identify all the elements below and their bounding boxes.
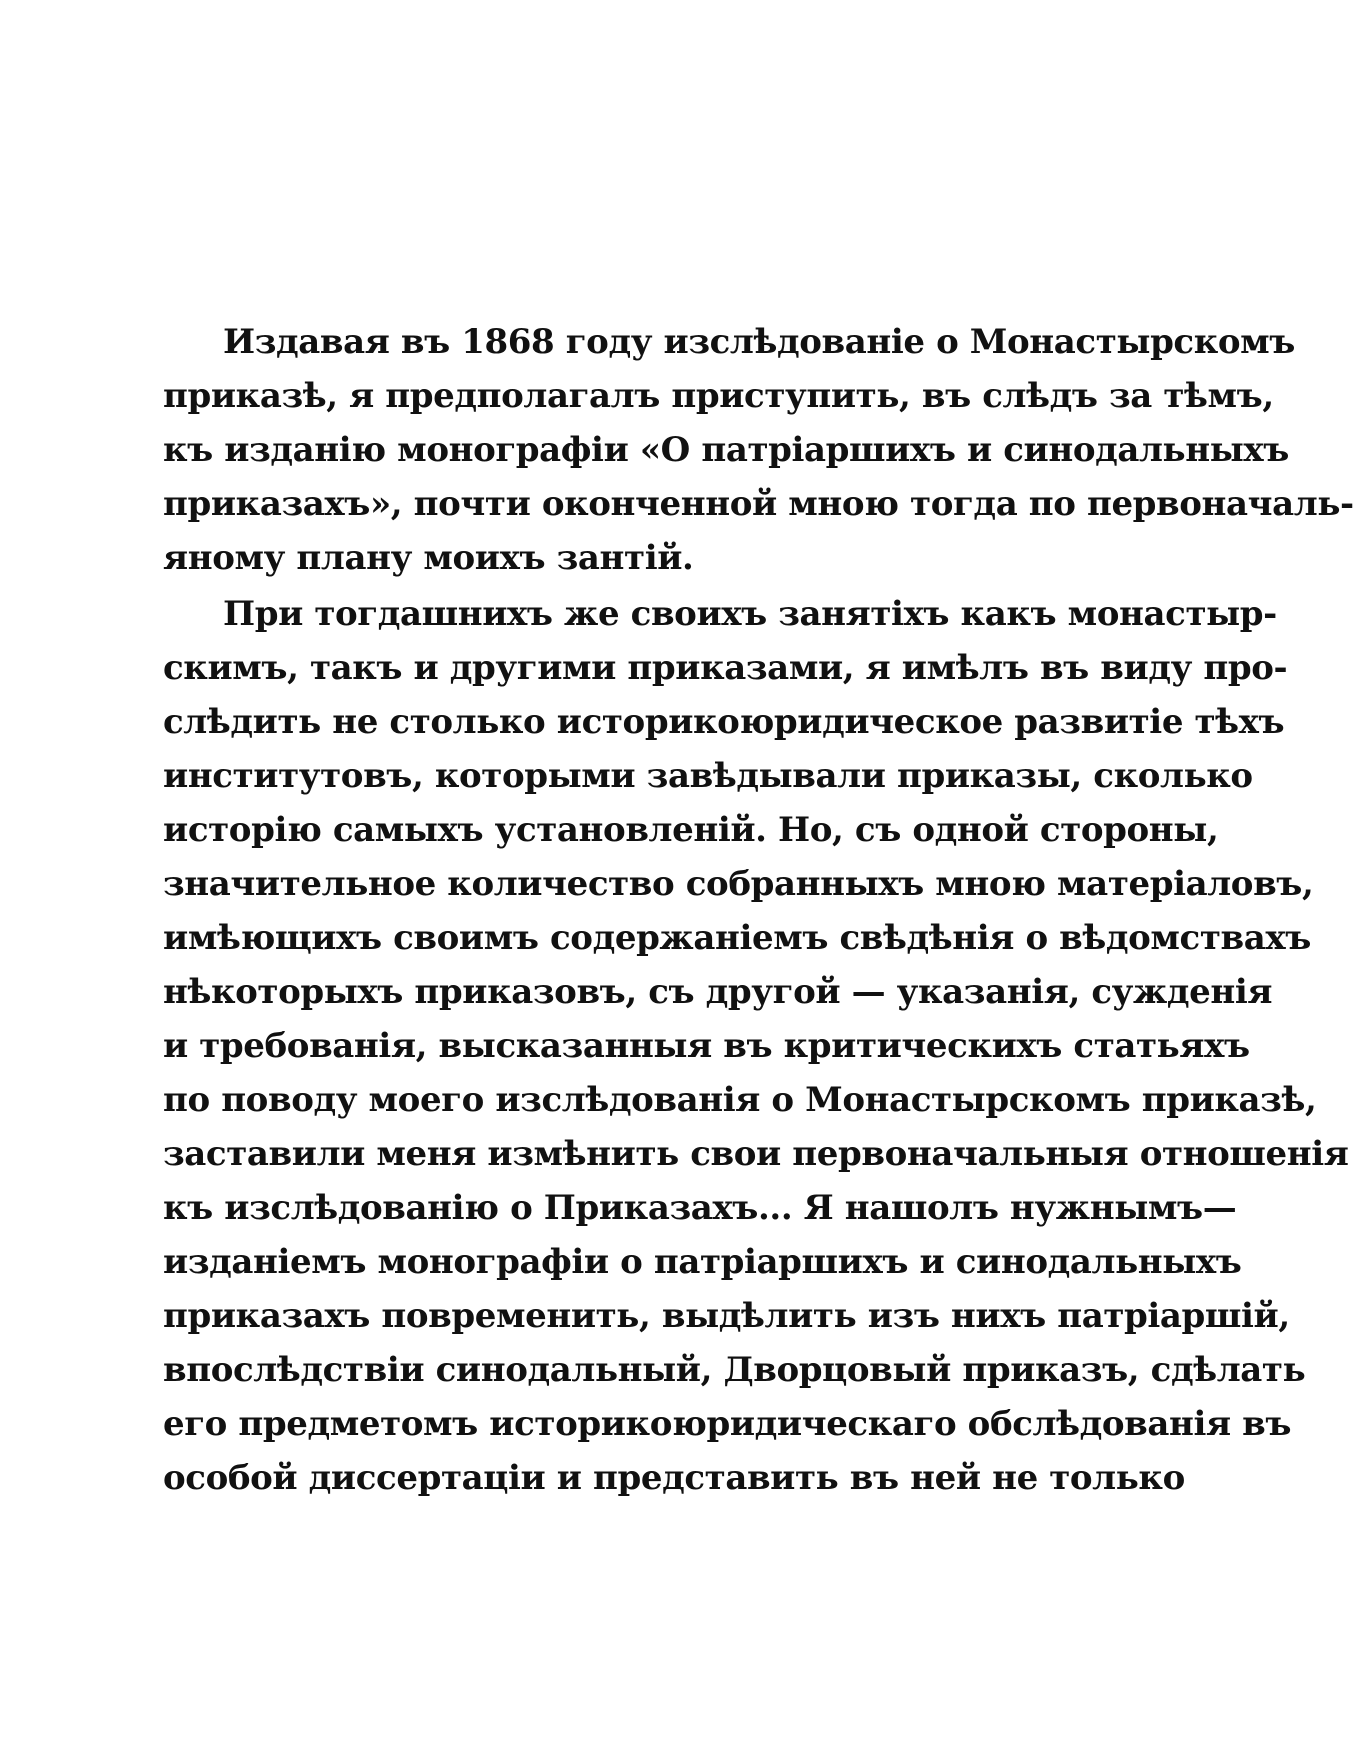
text-line: приказахъ повременить, выдѣлить изъ нихъ патріаршій, bbox=[163, 1296, 1290, 1336]
body-text bbox=[163, 315, 1354, 1505]
paragraph-1 bbox=[163, 315, 1354, 585]
text-line: институтовъ, которыми завѣдывали приказы, сколько bbox=[163, 756, 1253, 796]
text-line: исторію самыхъ установленій. Но, съ одной стороны, bbox=[163, 810, 1219, 850]
text-line: заставили меня измѣнить свои первоначальныя отношенія bbox=[163, 1134, 1349, 1174]
text-line: слѣдить не столько историкоюридическое развитіе тѣхъ bbox=[163, 702, 1285, 742]
text-line: по поводу моего изслѣдованія о Монастырскомъ приказѣ, bbox=[163, 1080, 1317, 1120]
text-line: При тогдашнихъ же своихъ занятіхъ какъ монастыр- bbox=[223, 594, 1277, 634]
text-line: скимъ, такъ и другими приказами, я имѣлъ въ виду про- bbox=[163, 648, 1288, 688]
text-line: яному плану моихъ зантій. bbox=[163, 538, 694, 578]
text-line: изданіемъ монографіи о патріаршихъ и синодальныхъ bbox=[163, 1242, 1242, 1282]
text-line: приказѣ, я предполагалъ приступить, въ слѣдъ за тѣмъ, bbox=[163, 376, 1274, 416]
text-line: особой диссертаціи и представить въ ней не только bbox=[163, 1458, 1185, 1498]
text-line: его предметомъ историкоюридическаго обслѣдованія въ bbox=[163, 1404, 1292, 1444]
text-line: къ изданію монографіи «О патріаршихъ и синодальныхъ bbox=[163, 430, 1289, 470]
text-line: и требованія, высказанныя въ критическихъ статьяхъ bbox=[163, 1026, 1250, 1066]
text-line: къ изслѣдованію о Приказахъ... Я нашолъ нужнымъ— bbox=[163, 1188, 1237, 1228]
text-line: нѣкоторыхъ приказовъ, съ другой — указанія, сужденія bbox=[163, 972, 1273, 1012]
text-line: впослѣдствіи синодальный, Дворцовый приказъ, сдѣлать bbox=[163, 1350, 1306, 1390]
text-line: приказахъ», почти оконченной мною тогда по первоначаль- bbox=[163, 484, 1354, 524]
text-line: значительное количество собранныхъ мною матеріаловъ, bbox=[163, 864, 1314, 904]
text-line: Издавая въ 1868 году изслѣдованіе о Монастырскомъ bbox=[223, 322, 1295, 362]
text-line: имѣющихъ своимъ содержаніемъ свѣдѣнія о вѣдомствахъ bbox=[163, 918, 1311, 958]
paragraph-2 bbox=[163, 587, 1349, 1505]
